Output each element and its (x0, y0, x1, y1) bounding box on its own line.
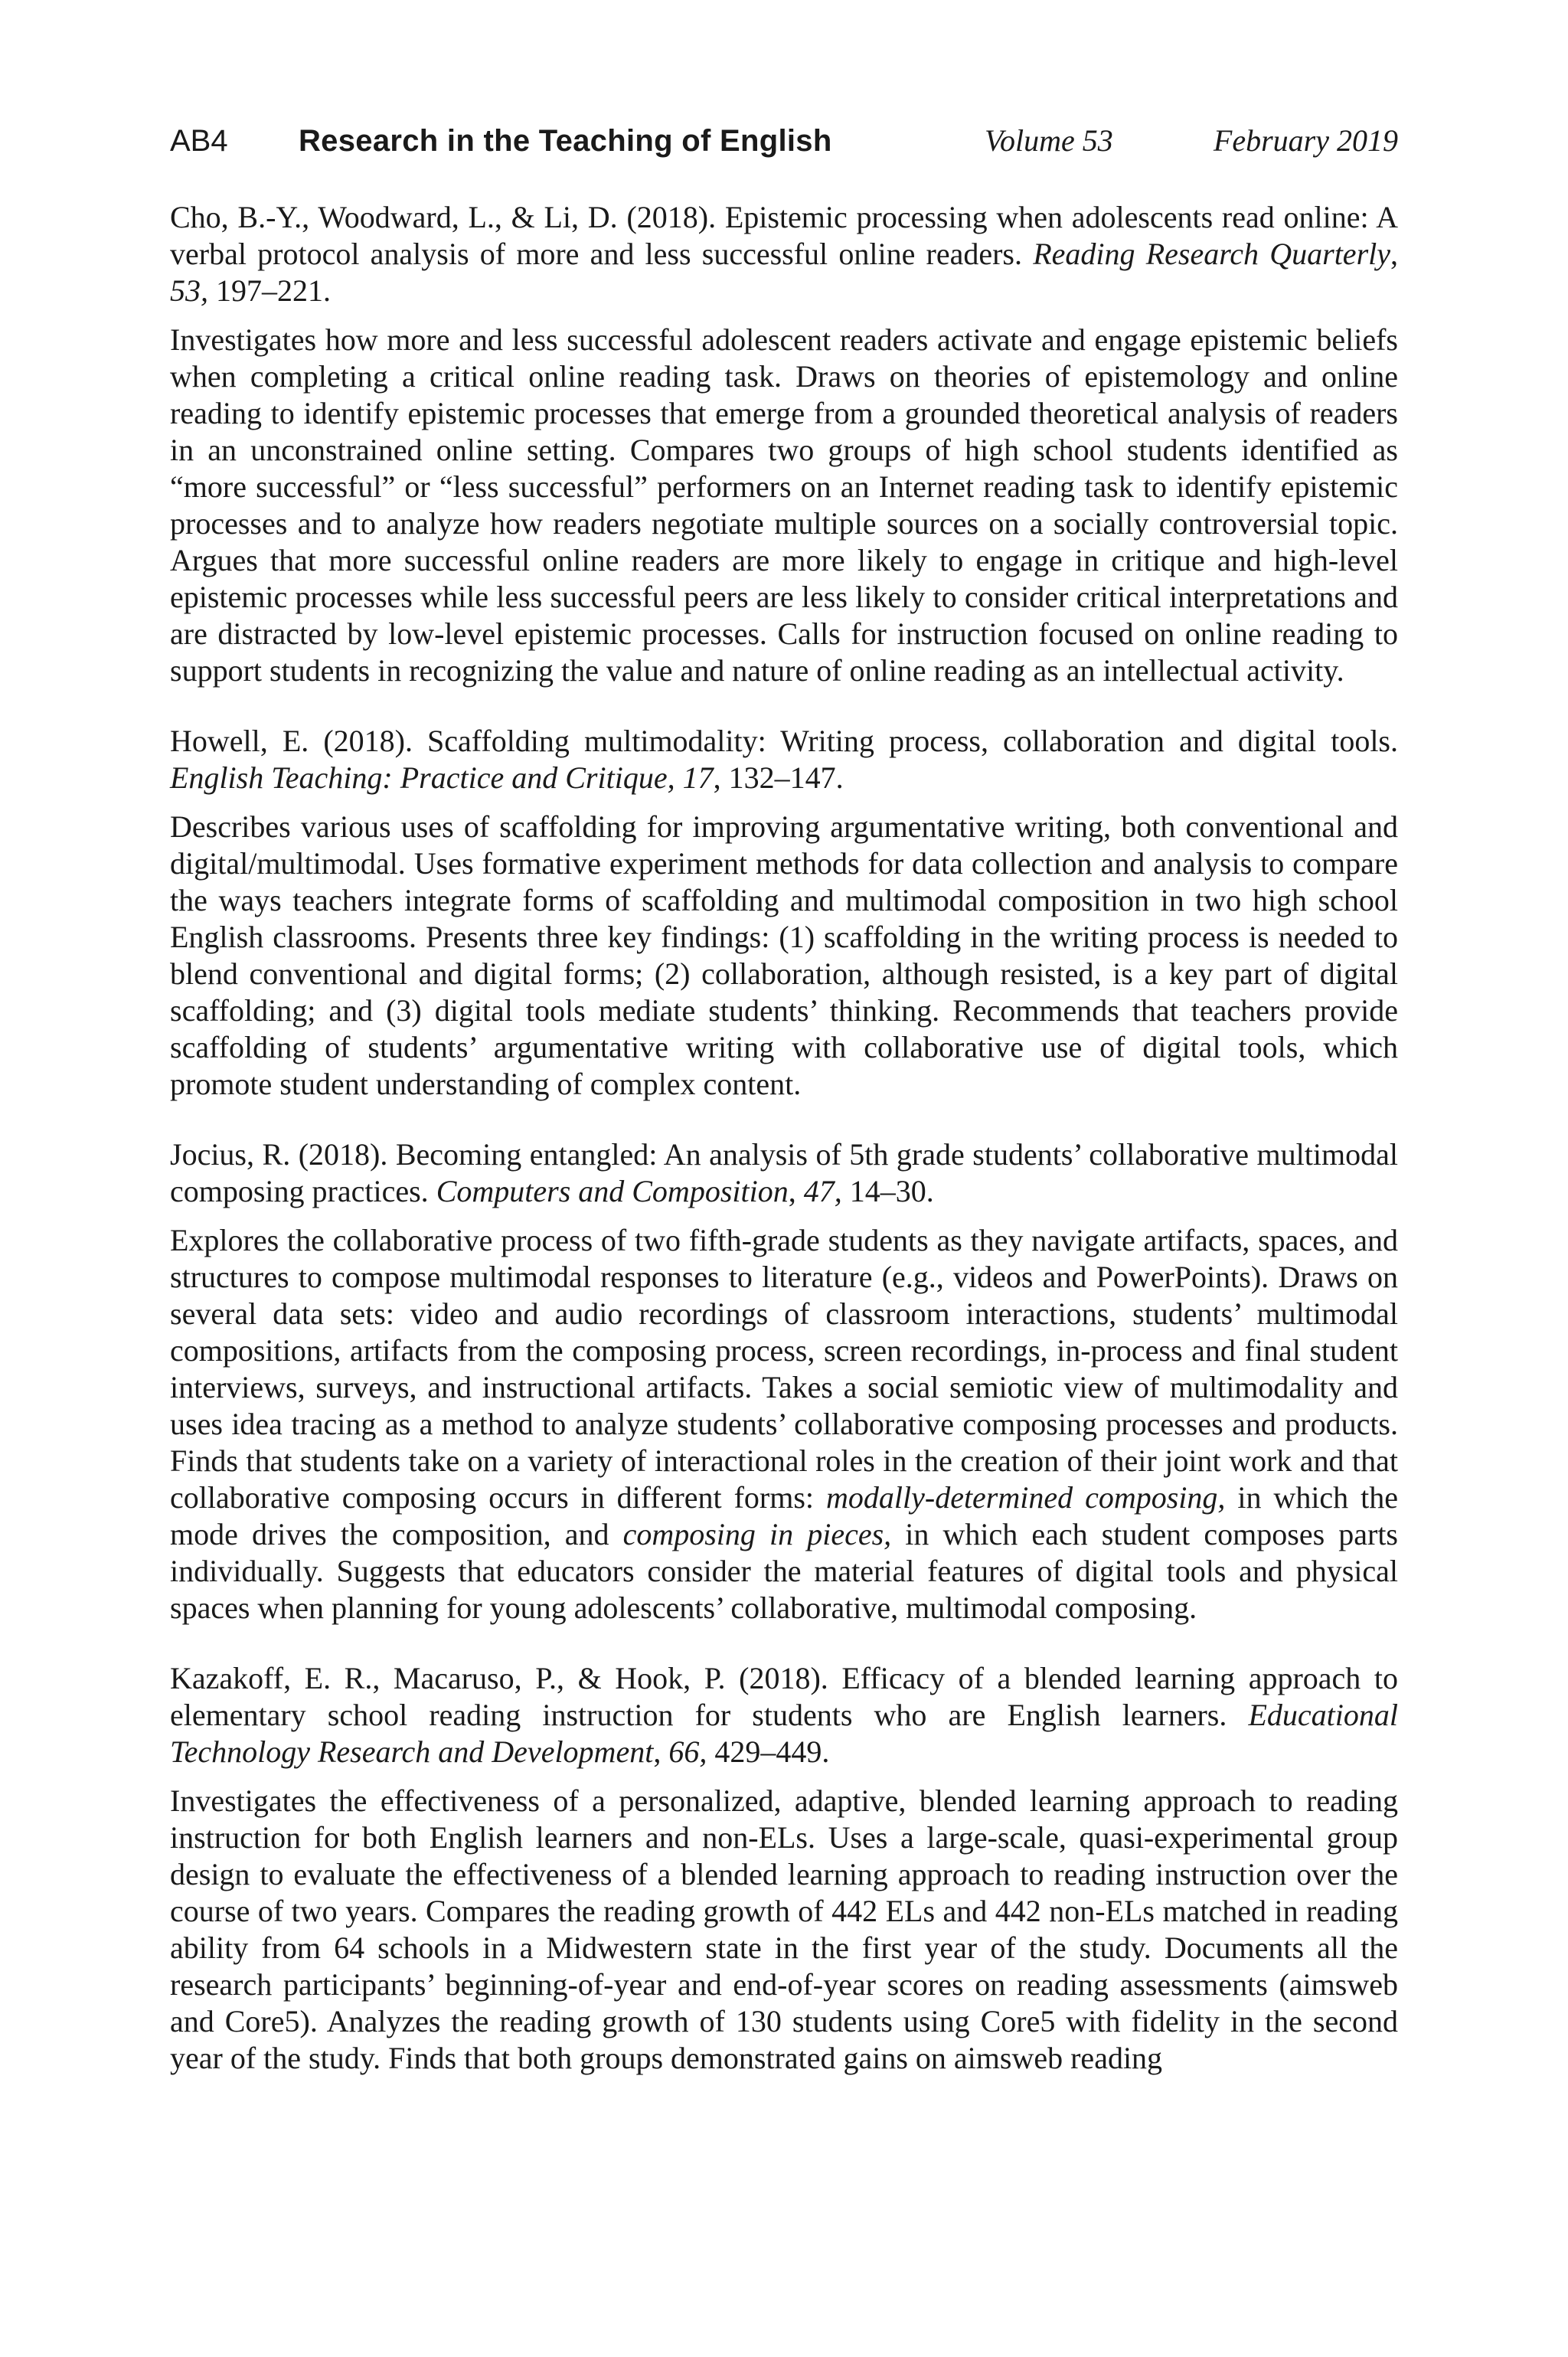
citation-pages: 14–30. (841, 1174, 934, 1208)
citation (170, 1660, 1398, 1770)
annotation-entry (170, 1136, 1398, 1626)
citation (170, 723, 1398, 796)
citation-separator: , (788, 1174, 804, 1208)
source-title: Reading Research Quarterly (1033, 237, 1390, 271)
running-head (170, 115, 1398, 161)
citation (170, 1136, 1398, 1210)
source-volume: 66, (668, 1734, 707, 1769)
source-volume: 47, (803, 1174, 842, 1208)
abstract-text: in which the mode drives the composition, and (170, 1480, 1399, 1551)
abstract-term: composing in pieces, (622, 1517, 892, 1551)
annotation-entry (170, 1660, 1398, 2077)
citation-separator: , (653, 1734, 669, 1769)
citation-text: Howell, E. (2018). Scaffolding multimodality: Writing process, collaboration and digital tools. (170, 724, 1398, 758)
abstract-term: modally-determined composing, (826, 1480, 1226, 1515)
source-volume: 53, (170, 273, 208, 308)
page-label: AB4 (170, 124, 228, 158)
citation-pages: 429–449. (707, 1734, 830, 1769)
citation-pages: , 132–147. (713, 760, 844, 795)
abstract-text: in which each student composes parts individually. Suggests that educators consider the material features of digital tools and physical spaces when planning for young adolescents’ collaborative, multimodal composing. (170, 1517, 1398, 1625)
citation-text: Kazakoff, E. R., Macaruso, P., & Hook, P. (2018). Efficacy of a blended learning approach to elementary school reading instruction for students who are English learners. (170, 1661, 1398, 1732)
volume-label: Volume 53 (985, 123, 1113, 158)
annotation-entry (170, 723, 1398, 1103)
source-title: Computers and Composition (436, 1174, 789, 1208)
abstract-text: Explores the collaborative process of two fifth-grade students as they navigate artifacts, spaces, and structures to compose multimodal responses to literature (e.g., videos and PowerPoints). Draws on several data sets: video and audio recordings of classroom interactions, students’ multimodal compositions, artifacts from the composing process, screen recordings, in-process and final student interviews, surveys, and instructional artifacts. Takes a social semiotic view of multimodality and uses idea tracing as a method to analyze students’ collaborative composing processes and products. Finds that students take on a variety of interactional roles in the creation of their joint work and that collaborative composing occurs in different forms: (170, 1223, 1398, 1515)
citation-text: Cho, B.-Y., Woodward, L., & Li, D. (2018). Epistemic processing when adolescents read online: A verbal protocol analysis of more and less successful online readers. (170, 200, 1398, 271)
abstract: Describes various uses of scaffolding for improving argumentative writing, both conventional and digital/multimodal. Uses formative experiment methods for data collection and analysis to compare the ways teachers integrate forms of scaffolding and multimodal composition in two high school English classrooms. Presents three key findings: (1) scaffolding in the writing process is needed to blend conventional and digital forms; (2) collaboration, although resisted, is a key part of digital scaffolding; and (3) digital tools mediate students’ thinking. Recommends that teachers provide scaffolding of students’ argumentative writing with collaborative use of digital tools, which promote student understanding of complex content. (170, 809, 1398, 1101)
annotation-entry (170, 199, 1398, 689)
source-title: Educational Technology Research and Development (170, 1698, 1398, 1769)
citation-pages: 197–221. (208, 273, 331, 308)
journal-title: Research in the Teaching of English (299, 124, 832, 158)
abstract: Investigates the effectiveness of a personalized, adaptive, blended learning approach to reading instruction for both English learners and non-ELs. Uses a large-scale, quasi-experimental group design to evaluate the effectiveness of a blended learning approach to reading instruction over the course of two years. Compares the reading growth of 442 ELs and 442 non-ELs matched in reading ability from 64 schools in a Midwestern state in the first year of the study. Documents all the research participants’ beginning-of-year and end-of-year scores on reading assessments (aimsweb and Core5). Analyzes the reading growth of 130 students using Core5 with fidelity in the second year of the study. Finds that both groups demonstrated gains on aimsweb reading (170, 1783, 1398, 2075)
abstract (170, 1222, 1398, 1626)
citation-text: Jocius, R. (2018). Becoming entangled: An analysis of 5th grade students’ collaborative multimodal composing practices. (170, 1137, 1398, 1208)
citation (170, 199, 1398, 309)
issue-date: February 2019 (1213, 123, 1398, 158)
citation-separator: , (1390, 237, 1398, 271)
source-title: English Teaching: Practice and Critique, 17 (170, 760, 714, 795)
journal-page (170, 115, 1398, 2077)
abstract: Investigates how more and less successful adolescent readers activate and engage epistemic beliefs when completing a critical online reading task. Draws on theories of epistemology and online reading to identify epistemic processes that emerge from a grounded theoretical analysis of readers in an unconstrained online setting. Compares two groups of high school students identified as “more successful” or “less successful” performers on an Internet reading task to identify epistemic processes and to analyze how readers negotiate multiple sources on a socially controversial topic. Argues that more successful online readers are more likely to engage in critique and high-level epistemic processes while less successful peers are less likely to consider critical interpretations and are distracted by low-level epistemic processes. Calls for instruction focused on online reading to support students in recognizing the value and nature of online reading as an intellectual activity. (170, 322, 1398, 688)
